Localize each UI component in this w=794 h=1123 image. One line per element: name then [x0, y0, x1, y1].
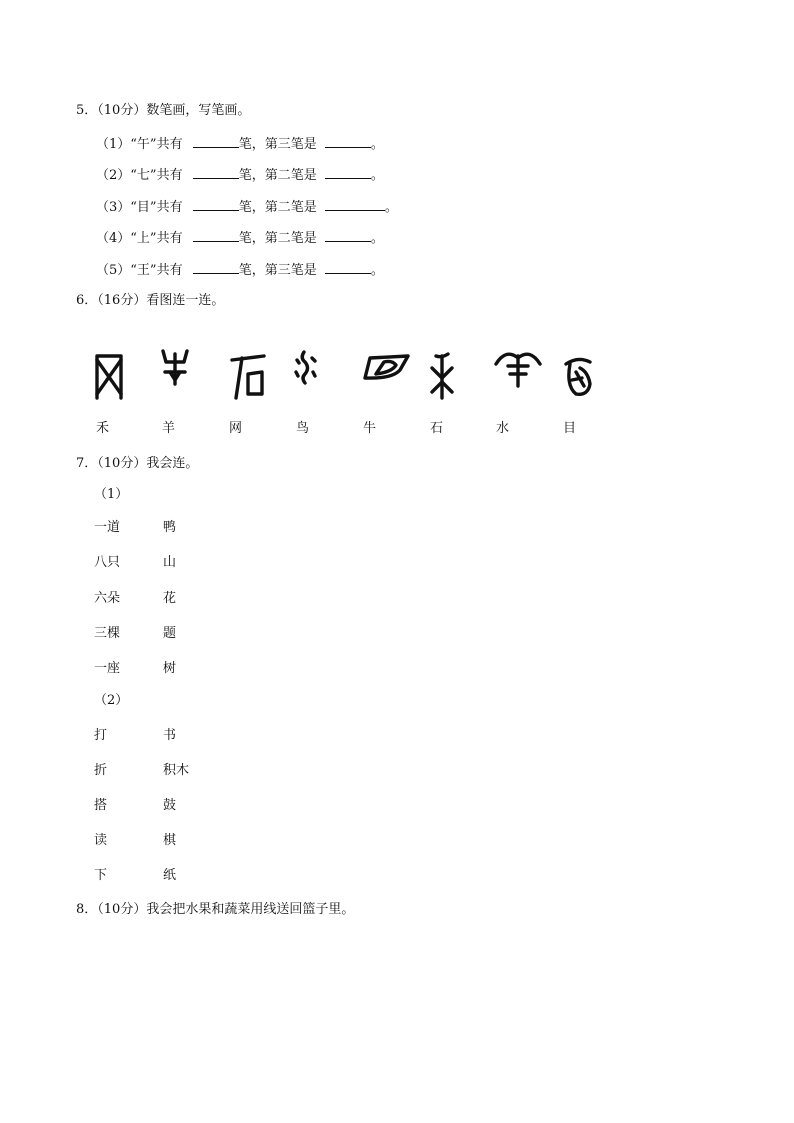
- caption-bird: 鸟: [296, 421, 310, 436]
- stroke-name-blank[interactable]: [325, 228, 371, 242]
- q8-title: 8．（10分）我会把水果和蔬菜用线送回篮子里。: [76, 902, 355, 917]
- oracle-glyph-ox[interactable]: [160, 348, 190, 388]
- match-left-item[interactable]: 打: [94, 728, 108, 743]
- q5-item-middle: 笔，第二笔是: [238, 200, 317, 215]
- stroke-count-blank[interactable]: [193, 134, 239, 148]
- q5-item-middle: 笔，第三笔是: [238, 137, 317, 152]
- stroke-count-blank[interactable]: [193, 228, 239, 242]
- q7-part1-label: （1）: [94, 487, 129, 502]
- q5-item-prefix: （1）“午”共有: [96, 137, 183, 152]
- caption-ox: 牛: [363, 421, 377, 436]
- q5-item-2: [96, 165, 384, 185]
- stroke-name-blank[interactable]: [325, 197, 385, 211]
- q5-item-end: 。: [384, 200, 398, 215]
- match-left-item[interactable]: 三棵: [94, 626, 121, 641]
- q5-item-end: 。: [370, 137, 384, 152]
- stroke-count-blank[interactable]: [193, 260, 239, 274]
- stroke-count-blank[interactable]: [193, 165, 239, 179]
- match-left-item[interactable]: 折: [94, 763, 108, 778]
- oracle-glyph-water[interactable]: [294, 350, 318, 386]
- match-right-item[interactable]: 纸: [163, 868, 177, 883]
- stroke-name-blank[interactable]: [325, 260, 371, 274]
- oracle-glyph-net[interactable]: [92, 350, 126, 400]
- match-right-item[interactable]: 积木: [163, 763, 190, 778]
- match-right-item[interactable]: 鼓: [163, 798, 177, 813]
- oracle-glyph-sheep[interactable]: [494, 346, 542, 388]
- q5-item-middle: 笔，第二笔是: [238, 168, 317, 183]
- q5-item-prefix: （3）“目”共有: [96, 200, 183, 215]
- q5-item-1: [96, 134, 384, 154]
- match-right-item[interactable]: 棋: [163, 833, 177, 848]
- q5-item-middle: 笔，第二笔是: [238, 231, 317, 246]
- match-right-item[interactable]: 山: [163, 555, 177, 570]
- q5-item-end: 。: [370, 263, 384, 278]
- q5-item-end: 。: [370, 168, 384, 183]
- match-left-item[interactable]: 八只: [94, 555, 121, 570]
- q5-item-prefix: （5）“王”共有: [96, 263, 183, 278]
- match-left-item[interactable]: 一道: [94, 520, 121, 535]
- match-left-item[interactable]: 读: [94, 833, 108, 848]
- match-left-item[interactable]: 一座: [94, 661, 121, 676]
- stroke-name-blank[interactable]: [325, 165, 371, 179]
- q6-title: 6．（16分）看图连一连。: [76, 293, 225, 308]
- q5-item-3: [96, 197, 398, 217]
- q5-item-5: [96, 260, 384, 280]
- stroke-count-blank[interactable]: [193, 197, 239, 211]
- match-right-item[interactable]: 花: [163, 591, 177, 606]
- caption-net: 网: [229, 421, 243, 436]
- q5-title: 5．（10分）数笔画，写笔画。: [76, 103, 251, 118]
- match-right-item[interactable]: 题: [163, 626, 177, 641]
- oracle-glyph-grain[interactable]: [428, 352, 458, 400]
- caption-grain: 禾: [96, 421, 110, 436]
- oracle-glyph-stone[interactable]: [228, 352, 268, 402]
- caption-eye: 目: [563, 421, 577, 436]
- stroke-name-blank[interactable]: [325, 134, 371, 148]
- match-left-item[interactable]: 六朵: [94, 591, 121, 606]
- q5-item-prefix: （2）“七”共有: [96, 168, 183, 183]
- caption-stone: 石: [430, 421, 444, 436]
- caption-sheep: 羊: [162, 421, 176, 436]
- match-right-item[interactable]: 书: [163, 728, 177, 743]
- q5-item-prefix: （4）“上”共有: [96, 231, 183, 246]
- q5-item-middle: 笔，第三笔是: [238, 263, 317, 278]
- q7-part2-label: （2）: [94, 693, 129, 708]
- oracle-glyph-eye[interactable]: [362, 352, 412, 382]
- match-right-item[interactable]: 鸭: [163, 520, 177, 535]
- caption-water: 水: [496, 421, 510, 436]
- q7-title: 7．（10分）我会连。: [76, 456, 199, 471]
- oracle-glyph-bird[interactable]: [562, 356, 594, 398]
- match-left-item[interactable]: 下: [94, 868, 108, 883]
- q5-item-4: [96, 228, 384, 248]
- match-left-item[interactable]: 搭: [94, 798, 108, 813]
- match-right-item[interactable]: 树: [163, 661, 177, 676]
- q5-item-end: 。: [370, 231, 384, 246]
